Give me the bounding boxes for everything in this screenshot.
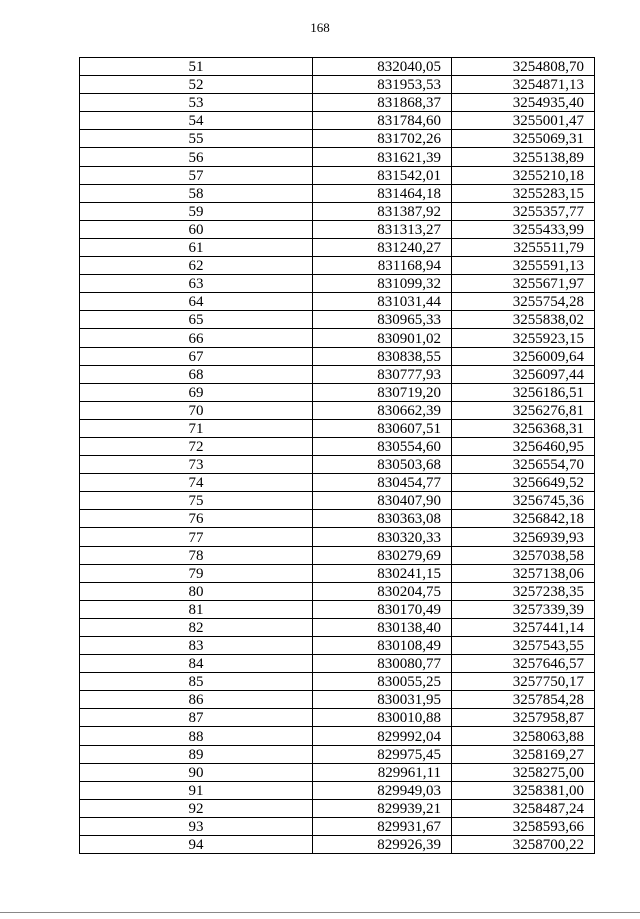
x-coordinate-cell: 831784,60: [313, 112, 452, 130]
coordinates-table: [79, 57, 595, 854]
table-row: [80, 437, 595, 455]
y-coordinate-cell: 3255838,02: [452, 311, 595, 329]
y-coordinate-cell: 3257543,55: [452, 637, 595, 655]
point-number-cell: 74: [80, 474, 313, 492]
x-coordinate-cell: 830454,77: [313, 474, 452, 492]
x-coordinate-cell: 829961,11: [313, 763, 452, 781]
x-coordinate-cell: 830662,39: [313, 401, 452, 419]
table-row: [80, 94, 595, 112]
x-coordinate-cell: 830554,60: [313, 437, 452, 455]
point-number-cell: 62: [80, 257, 313, 275]
table-row: [80, 311, 595, 329]
x-coordinate-cell: 831387,92: [313, 202, 452, 220]
table-row: [80, 655, 595, 673]
point-number-cell: 71: [80, 419, 313, 437]
x-coordinate-cell: 829926,39: [313, 836, 452, 854]
table-row: [80, 257, 595, 275]
point-number-cell: 85: [80, 673, 313, 691]
table-row: [80, 238, 595, 256]
table-row: [80, 383, 595, 401]
x-coordinate-cell: 830363,08: [313, 510, 452, 528]
y-coordinate-cell: 3258381,00: [452, 781, 595, 799]
y-coordinate-cell: 3255138,89: [452, 148, 595, 166]
y-coordinate-cell: 3258275,00: [452, 763, 595, 781]
point-number-cell: 56: [80, 148, 313, 166]
y-coordinate-cell: 3256097,44: [452, 365, 595, 383]
point-number-cell: 89: [80, 745, 313, 763]
x-coordinate-cell: 829939,21: [313, 799, 452, 817]
x-coordinate-cell: 831542,01: [313, 166, 452, 184]
table-row: [80, 637, 595, 655]
x-coordinate-cell: 831464,18: [313, 184, 452, 202]
x-coordinate-cell: 830901,02: [313, 329, 452, 347]
y-coordinate-cell: 3255433,99: [452, 220, 595, 238]
table-row: [80, 510, 595, 528]
point-number-cell: 64: [80, 293, 313, 311]
point-number-cell: 58: [80, 184, 313, 202]
x-coordinate-cell: 829992,04: [313, 727, 452, 745]
y-coordinate-cell: 3258593,66: [452, 817, 595, 835]
x-coordinate-cell: 831702,26: [313, 130, 452, 148]
y-coordinate-cell: 3257854,28: [452, 691, 595, 709]
y-coordinate-cell: 3257646,57: [452, 655, 595, 673]
table-row: [80, 220, 595, 238]
table-row: [80, 365, 595, 383]
page-number: 168: [310, 20, 330, 35]
table-row: [80, 456, 595, 474]
table-row: [80, 184, 595, 202]
x-coordinate-cell: 830607,51: [313, 419, 452, 437]
x-coordinate-cell: 831168,94: [313, 257, 452, 275]
y-coordinate-cell: 3258063,88: [452, 727, 595, 745]
table-row: [80, 817, 595, 835]
table-row: [80, 673, 595, 691]
table-row: [80, 691, 595, 709]
y-coordinate-cell: 3255754,28: [452, 293, 595, 311]
x-coordinate-cell: 831313,27: [313, 220, 452, 238]
x-coordinate-cell: 830204,75: [313, 582, 452, 600]
y-coordinate-cell: 3257138,06: [452, 564, 595, 582]
point-number-cell: 80: [80, 582, 313, 600]
y-coordinate-cell: 3255283,15: [452, 184, 595, 202]
point-number-cell: 92: [80, 799, 313, 817]
y-coordinate-cell: 3257441,14: [452, 618, 595, 636]
table-row: [80, 112, 595, 130]
table-row: [80, 546, 595, 564]
table-row: [80, 329, 595, 347]
point-number-cell: 67: [80, 347, 313, 365]
y-coordinate-cell: 3257238,35: [452, 582, 595, 600]
table-row: [80, 745, 595, 763]
x-coordinate-cell: 831099,32: [313, 275, 452, 293]
y-coordinate-cell: 3256009,64: [452, 347, 595, 365]
table-row: [80, 799, 595, 817]
y-coordinate-cell: 3257339,39: [452, 600, 595, 618]
table-row: [80, 474, 595, 492]
y-coordinate-cell: 3256842,18: [452, 510, 595, 528]
point-number-cell: 90: [80, 763, 313, 781]
point-number-cell: 76: [80, 510, 313, 528]
x-coordinate-cell: 830838,55: [313, 347, 452, 365]
table-row: [80, 347, 595, 365]
y-coordinate-cell: 3256276,81: [452, 401, 595, 419]
x-coordinate-cell: 830777,93: [313, 365, 452, 383]
y-coordinate-cell: 3255357,77: [452, 202, 595, 220]
y-coordinate-cell: 3256939,93: [452, 528, 595, 546]
point-number-cell: 84: [80, 655, 313, 673]
table-row: [80, 600, 595, 618]
table-row: [80, 76, 595, 94]
x-coordinate-cell: 829949,03: [313, 781, 452, 799]
y-coordinate-cell: 3258487,24: [452, 799, 595, 817]
point-number-cell: 57: [80, 166, 313, 184]
point-number-cell: 83: [80, 637, 313, 655]
table-row: [80, 130, 595, 148]
x-coordinate-cell: 830080,77: [313, 655, 452, 673]
table-row: [80, 148, 595, 166]
y-coordinate-cell: 3254871,13: [452, 76, 595, 94]
y-coordinate-cell: 3255923,15: [452, 329, 595, 347]
y-coordinate-cell: 3256460,95: [452, 437, 595, 455]
table-row: [80, 166, 595, 184]
y-coordinate-cell: 3256649,52: [452, 474, 595, 492]
x-coordinate-cell: 830138,40: [313, 618, 452, 636]
table-row: [80, 275, 595, 293]
x-coordinate-cell: 830320,33: [313, 528, 452, 546]
x-coordinate-cell: 831868,37: [313, 94, 452, 112]
point-number-cell: 75: [80, 492, 313, 510]
point-number-cell: 70: [80, 401, 313, 419]
table-row: [80, 582, 595, 600]
point-number-cell: 73: [80, 456, 313, 474]
y-coordinate-cell: 3254935,40: [452, 94, 595, 112]
y-coordinate-cell: 3255001,47: [452, 112, 595, 130]
table-row: [80, 401, 595, 419]
point-number-cell: 65: [80, 311, 313, 329]
y-coordinate-cell: 3255511,79: [452, 238, 595, 256]
x-coordinate-cell: 831953,53: [313, 76, 452, 94]
y-coordinate-cell: 3257038,58: [452, 546, 595, 564]
table-row: [80, 709, 595, 727]
y-coordinate-cell: 3255210,18: [452, 166, 595, 184]
x-coordinate-cell: 830407,90: [313, 492, 452, 510]
point-number-cell: 53: [80, 94, 313, 112]
page-bottom-rule: [0, 912, 640, 913]
x-coordinate-cell: 832040,05: [313, 58, 452, 76]
point-number-cell: 81: [80, 600, 313, 618]
x-coordinate-cell: 831621,39: [313, 148, 452, 166]
point-number-cell: 55: [80, 130, 313, 148]
point-number-cell: 86: [80, 691, 313, 709]
x-coordinate-cell: 830170,49: [313, 600, 452, 618]
table-row: [80, 727, 595, 745]
point-number-cell: 72: [80, 437, 313, 455]
y-coordinate-cell: 3255671,97: [452, 275, 595, 293]
point-number-cell: 59: [80, 202, 313, 220]
y-coordinate-cell: 3256554,70: [452, 456, 595, 474]
point-number-cell: 87: [80, 709, 313, 727]
table-row: [80, 618, 595, 636]
y-coordinate-cell: 3256368,31: [452, 419, 595, 437]
x-coordinate-cell: 830503,68: [313, 456, 452, 474]
y-coordinate-cell: 3254808,70: [452, 58, 595, 76]
table-row: [80, 836, 595, 854]
x-coordinate-cell: 830965,33: [313, 311, 452, 329]
point-number-cell: 93: [80, 817, 313, 835]
y-coordinate-cell: 3258700,22: [452, 836, 595, 854]
y-coordinate-cell: 3255069,31: [452, 130, 595, 148]
point-number-cell: 52: [80, 76, 313, 94]
table-row: [80, 492, 595, 510]
point-number-cell: 94: [80, 836, 313, 854]
point-number-cell: 82: [80, 618, 313, 636]
table-row: [80, 781, 595, 799]
table-row: [80, 763, 595, 781]
x-coordinate-cell: 830719,20: [313, 383, 452, 401]
table-row: [80, 202, 595, 220]
table-row: [80, 528, 595, 546]
y-coordinate-cell: 3256186,51: [452, 383, 595, 401]
point-number-cell: 61: [80, 238, 313, 256]
table-row: [80, 58, 595, 76]
coordinates-table-body: [80, 58, 595, 854]
point-number-cell: 88: [80, 727, 313, 745]
point-number-cell: 69: [80, 383, 313, 401]
y-coordinate-cell: 3258169,27: [452, 745, 595, 763]
point-number-cell: 68: [80, 365, 313, 383]
y-coordinate-cell: 3255591,13: [452, 257, 595, 275]
point-number-cell: 78: [80, 546, 313, 564]
x-coordinate-cell: 830108,49: [313, 637, 452, 655]
x-coordinate-cell: 830055,25: [313, 673, 452, 691]
x-coordinate-cell: 829931,67: [313, 817, 452, 835]
x-coordinate-cell: 830279,69: [313, 546, 452, 564]
x-coordinate-cell: 831031,44: [313, 293, 452, 311]
y-coordinate-cell: 3257750,17: [452, 673, 595, 691]
y-coordinate-cell: 3257958,87: [452, 709, 595, 727]
x-coordinate-cell: 830031,95: [313, 691, 452, 709]
point-number-cell: 60: [80, 220, 313, 238]
point-number-cell: 54: [80, 112, 313, 130]
point-number-cell: 51: [80, 58, 313, 76]
x-coordinate-cell: 831240,27: [313, 238, 452, 256]
point-number-cell: 66: [80, 329, 313, 347]
point-number-cell: 77: [80, 528, 313, 546]
point-number-cell: 63: [80, 275, 313, 293]
table-row: [80, 419, 595, 437]
table-row: [80, 293, 595, 311]
point-number-cell: 79: [80, 564, 313, 582]
table-row: [80, 564, 595, 582]
x-coordinate-cell: 830241,15: [313, 564, 452, 582]
point-number-cell: 91: [80, 781, 313, 799]
x-coordinate-cell: 830010,88: [313, 709, 452, 727]
x-coordinate-cell: 829975,45: [313, 745, 452, 763]
y-coordinate-cell: 3256745,36: [452, 492, 595, 510]
